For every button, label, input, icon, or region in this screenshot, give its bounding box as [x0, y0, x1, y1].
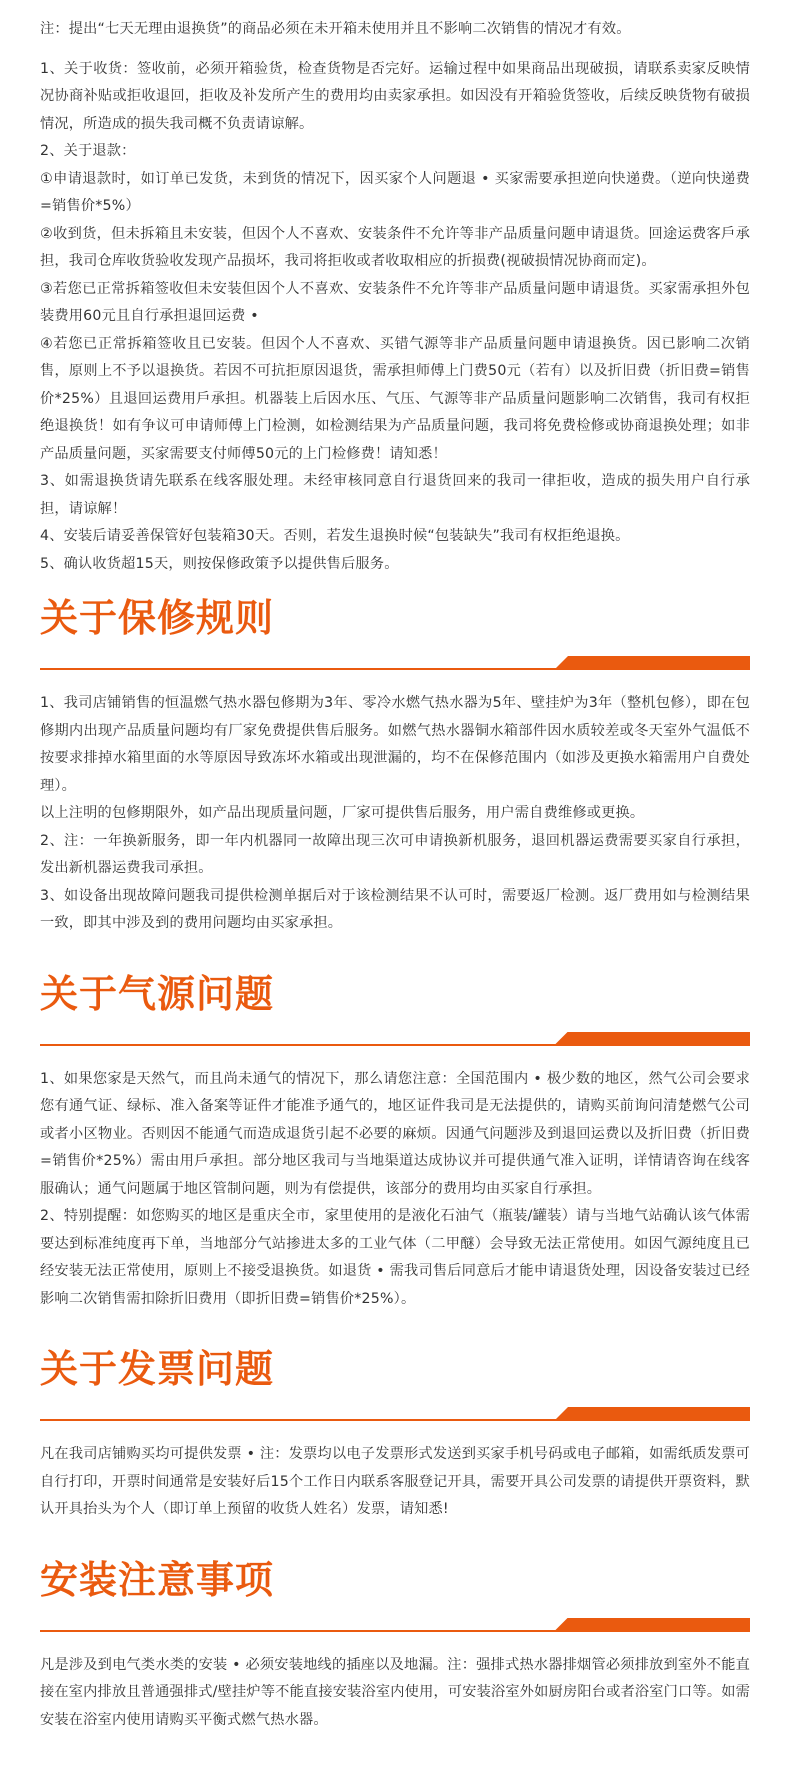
returns-paragraph: 2、关于退款：	[40, 143, 136, 159]
section-divider	[40, 1032, 750, 1046]
install-title: 安装注意事项	[40, 1557, 275, 1602]
warranty-paragraph: 2、注：一年换新服务，即一年内机器同一故障出现三次可申请换新机服务，退回机器运费需要买家自行承担，发出新机器运费我司承担。	[40, 832, 750, 876]
warranty-paragraph: 3、如设备出现故障问题我司提供检测单据后对于该检测结果不认可时，需要返厂检测。返厂费用如与检测结果一致，即其中涉及到的费用问题均由买家承担。	[40, 887, 750, 931]
install-section	[40, 1652, 750, 1735]
gas-section	[40, 1066, 750, 1314]
returns-paragraph: 3、如需退换货请先联系在线客服处理。未经审核同意自行退货回来的我司一律拒收，造成的损失用户自行承担，请谅解！	[40, 473, 750, 517]
returns-paragraph: ④若您已正常拆箱签收且已安装。但因个人不喜欢、买错气源等非产品质量问题申请退换货。因已影响二次销售，原则上不予以退换货。若因不可抗拒原因退货，需承担师傅上门费50元（若有）以及折旧费（折旧费=销售价*25%）且退回运费用戶承担。机器装上后因水压、气压、气源等非产品质量问题影响二次销售，我司有权拒绝退换货！如有争议可申请师傅上门检测，如检测结果为产品质量问题，我司将免费检修或协商退换处理；如非产品质量问题，买家需要支付师傅50元的上门检修费！请知悉！	[40, 335, 750, 462]
returns-paragraph: 4、安装后请妥善保管好包装箱30天。否则，若发生退换时候“包装缺失”我司有权拒绝退换。	[40, 528, 630, 544]
invoice-section	[40, 1441, 750, 1524]
section-divider	[40, 1407, 750, 1421]
returns-paragraph: ③若您已正常拆箱签收但未安装但因个人不喜欢、安装条件不允许等非产品质量问题申请退货。买家需承担外包装费用60元且自行承担退回运费 •	[40, 280, 750, 324]
returns-paragraph: 1、关于收货：签收前，必须开箱验货，检查货物是否完好。运输过程中如果商品出现破损，请联系卖家反映情况协商补贴或拒收退回，拒收及补发所产生的费用均由卖家承担。如因没有开箱验货签收，后续反映货物有破损情况，所造成的损失我司概不负责请谅解。	[40, 60, 750, 132]
warranty-title: 关于保修规则	[40, 596, 275, 640]
returns-paragraph: ①申请退款时，如订单已发货，未到货的情况下，因买家个人问题退 • 买家需要承担逆向快递费。（逆向快递费=销售价*5%）	[40, 170, 750, 214]
divider-accent	[554, 656, 750, 670]
invoice-paragraph: 凡在我司店铺购买均可提供发票 • 注：发票均以电子发票形式发送到买家手机号码或电子邮箱，如需纸质发票可自行打印，开票时间通常是安装好后15个工作日内联系客服登记开具，需要开具公司发票的请提供开票资料，默认开具抬头为个人（即订单上预留的收货人姓名）发票，请知悉!	[40, 1446, 750, 1517]
divider-accent	[554, 1032, 750, 1046]
warranty-paragraph: 以上注明的包修期限外，如产品出现质量问题，厂家可提供售后服务，用户需自费维修或更换。	[40, 805, 645, 821]
returns-paragraph: 5、确认收货超15天，则按保修政策予以提供售后服务。	[40, 555, 399, 572]
divider-accent	[554, 1407, 750, 1421]
invoice-title: 关于发票问题	[40, 1347, 275, 1391]
warranty-paragraph: 1、我司店铺销售的恒温燃气热水器包修期为3年、零冷水燃气热水器为5年、壁挂炉为3年（整机包修），即在包修期内出现产品质量问题均有厂家免费提供售后服务。如燃气热水器铜水箱部件因水质较差或冬天室外气温低不按要求排掉水箱里面的水等原因导致冻坏水箱或出现泄漏的，均不在保修范围内（如涉及更换水箱需用户自费处理）。	[40, 695, 750, 794]
section-divider	[40, 1618, 750, 1632]
divider-accent	[554, 1618, 750, 1632]
returns-section	[40, 56, 750, 579]
returns-paragraph: ②收到货，但未拆箱且未安装，但因个人不喜欢、安装条件不允许等非产品质量问题申请退货。回途运费客戶承担，我司仓库收货验收发现产品损坏，我司将拒收或者收取相应的折损费(视破损情况协商而定)。	[40, 225, 750, 269]
notice-text: 注：提出“七天无理由退换货”的商品必须在未开箱未使用并且不影响二次销售的情况才有效。	[40, 21, 631, 37]
section-divider	[40, 656, 750, 670]
gas-paragraph: 2、特别提醒：如您购买的地区是重庆全市，家里使用的是液化石油气（瓶装/罐装）请与当地气站确认该气体需要达到标准纯度再下单，当地部分气站掺进太多的工业气体（二甲醚）会导致无法正常使用。如因气源纯度且已经安装无法正常使用，原则上不接受退换货。如退货 • 需我司售后同意后才能申请退货处理，因设备安装过已经影响二次销售需扣除折旧费用（即折旧费=销售价*25%）。	[40, 1208, 750, 1307]
warranty-section	[40, 690, 750, 938]
install-paragraph: 凡是涉及到电气类水类的安装 • 必须安装地线的插座以及地漏。注：强排式热水器排烟管必须排放到室外不能直接在室内排放且普通强排式/壁挂炉等不能直接安装浴室内使用，可安装浴室外如厨房阳台或者浴室门口等。如需安装在浴室内使用请购买平衡式燃气热水器。	[40, 1656, 750, 1728]
gas-title: 关于气源问题	[40, 971, 275, 1016]
gas-paragraph: 1、如果您家是天然气，而且尚未通气的情况下，那么请您注意：全国范围内 • 极少数的地区，然气公司会要求您有通气证、绿标、准入备案等证件才能准予通气的，地区证件我司是无法提供的，请购买前询问清楚燃气公司或者小区物业。否则因不能通气而造成退货引起不必要的麻烦。因通气问题涉及到退回运费以及折旧费（折旧费=销售价*25%）需由用戶承担。部分地区我司与当地渠道达成协议并可提供通气准入证明，详情请咨询在线客服确认；通气问题属于地区管制问题，则为有偿提供，该部分的费用均由买家自行承担。	[40, 1070, 750, 1197]
